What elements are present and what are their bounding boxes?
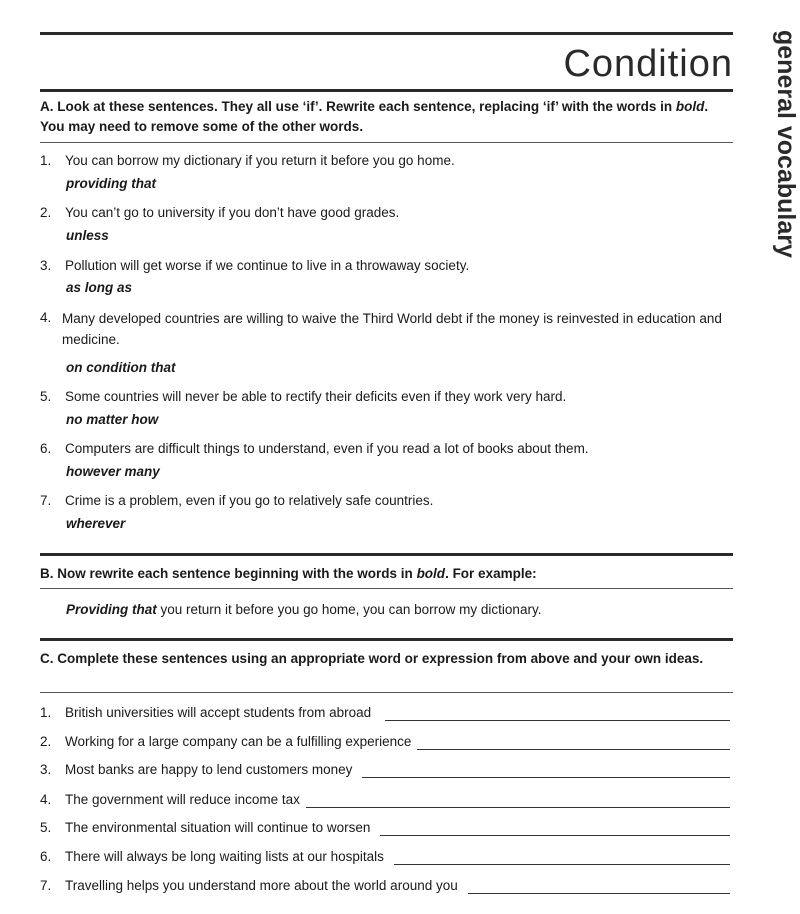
item-number: 1. [40,153,52,168]
answer-blank[interactable] [362,763,730,778]
answer-blank[interactable] [394,850,730,865]
section-b-instruction-suffix: . For example: [445,566,537,581]
section-c-instruction: C. Complete these sentences using an appropriate word or expression from above and your own ideas. [40,651,704,666]
answer-blank[interactable] [306,793,730,808]
item-hint: providing that [66,176,156,191]
page-title: Condition [563,43,733,85]
example-rest: you return it before you go home, you can borrow my dictionary. [156,602,542,617]
item-text: Pollution will get worse if we continue to live in a throwaway society. [65,258,470,273]
fill-in-item [40,818,730,838]
fill-in-item [40,847,730,867]
title-rule [40,89,733,92]
fill-in-item [40,760,730,780]
item-number: 2. [40,734,52,749]
item-text: Most banks are happy to lend customers money [65,762,353,777]
section-b-rule [40,588,733,589]
item-text: Many developed countries are willing to waive the Third World debt if the money is reinvested in education and medicine. [62,311,722,347]
section-a-instruction-prefix: A. Look at these sentences. They all use ‘if’. Rewrite each sentence, replacing ‘if’ with the words in [40,99,676,114]
item-text: The environmental situation will continue to worsen [65,820,371,835]
fill-in-item [40,732,730,752]
item-hint: wherever [66,516,126,531]
item-number: 4. [40,792,52,807]
fill-in-item [40,790,730,810]
fill-in-item [40,876,730,896]
item-number: 7. [40,878,52,893]
section-b-instruction-prefix: B. Now rewrite each sentence beginning with the words in [40,566,417,581]
list-item [40,308,730,352]
item-text: You can borrow my dictionary if you return it before you go home. [65,153,455,168]
item-number: 5. [40,389,52,404]
item-number: 3. [40,762,52,777]
item-number: 6. [40,441,52,456]
section-b-instruction [40,564,735,584]
item-hint: on condition that [66,360,176,375]
answer-blank[interactable] [380,821,730,836]
top-rule [40,32,733,35]
item-text: Some countries will never be able to rectify their deficits even if they work very hard. [65,389,567,404]
item-text: The government will reduce income tax [65,792,300,807]
item-number: 7. [40,493,52,508]
item-text: British universities will accept students from abroad [65,705,372,720]
example-sentence [66,600,541,620]
item-text: There will always be long waiting lists at our hospitals [65,849,384,864]
item-number: 5. [40,820,52,835]
item-number: 4. [40,310,52,325]
section-b-top-rule [40,553,733,556]
item-hint: however many [66,464,160,479]
section-b-instruction-bold: bold [416,566,446,581]
item-hint: as long as [66,280,133,295]
item-number: 3. [40,258,52,273]
example-bold: Providing that [66,602,157,617]
item-text: Working for a large company can be a fulfilling experience [65,734,412,749]
fill-in-item [40,703,730,723]
item-hint: unless [66,228,109,243]
section-c-top-rule [40,638,733,641]
answer-blank[interactable] [468,879,730,894]
section-a-instruction [40,97,735,137]
item-text: Crime is a problem, even if you go to relatively safe countries. [65,493,434,508]
section-a-instruction-suffix: . You may need to remove some of the other words. [40,99,709,134]
item-number: 6. [40,849,52,864]
section-c-rule [40,692,733,693]
item-number: 2. [40,205,52,220]
answer-blank[interactable] [385,706,730,721]
side-label-text: general vocabulary [772,30,800,258]
section-a-rule [40,142,733,143]
side-label [770,30,800,280]
item-text: Computers are difficult things to understand, even if you read a lot of books about them. [65,441,589,456]
item-text: Travelling helps you understand more about the world around you [65,878,458,893]
item-text: You can’t go to university if you don’t have good grades. [65,205,400,220]
section-a-instruction-bold: bold [675,99,705,114]
item-number: 1. [40,705,52,720]
answer-blank[interactable] [417,735,730,750]
item-hint: no matter how [66,412,159,427]
